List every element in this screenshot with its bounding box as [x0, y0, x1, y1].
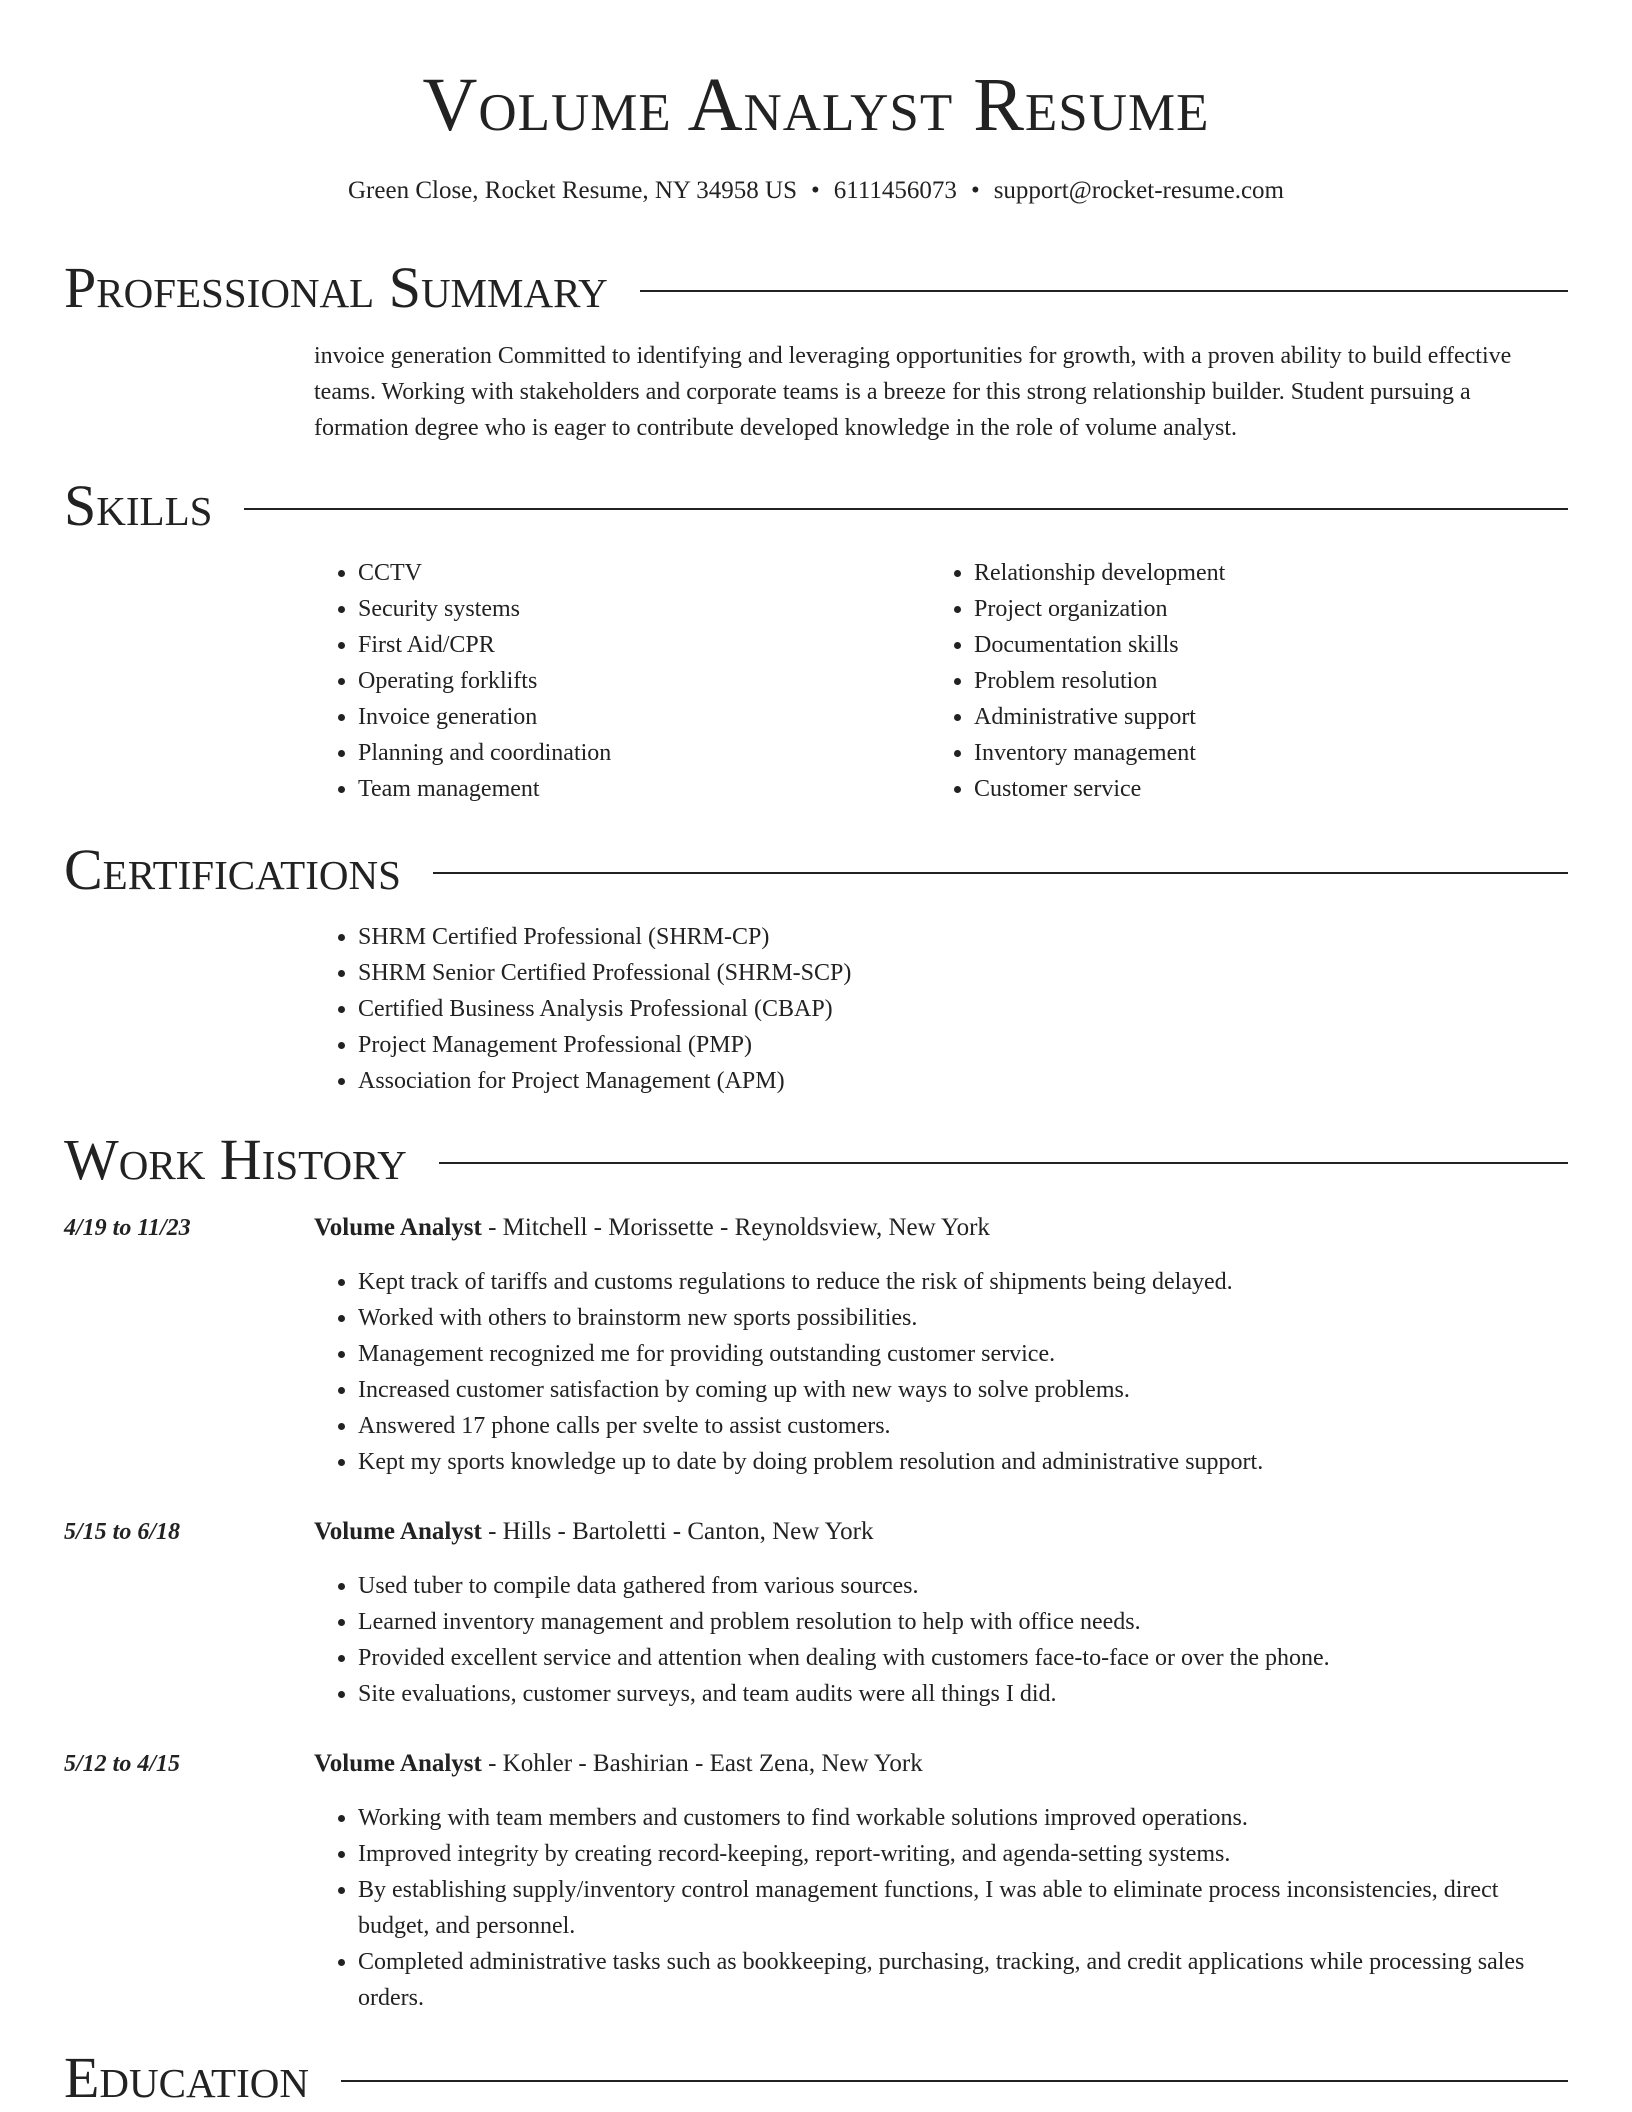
- job-bullet: • Worked with others to brainstorm new sports possibilities.: [358, 1300, 1568, 1336]
- skill-item: • Documentation skills: [974, 627, 1550, 663]
- skill-item: • Planning and coordination: [358, 735, 914, 771]
- section-divider: [439, 1162, 1568, 1164]
- skills-column-right: [930, 555, 1550, 807]
- contact-address: Green Close, Rocket Resume, NY 34958 US: [348, 177, 798, 204]
- section-title-summary: Professional Summary: [64, 255, 608, 320]
- section-title-skills: Skills: [64, 473, 213, 538]
- job-dates: 4/19 to 11/23: [64, 1215, 191, 1241]
- job-employer: - Mitchell - Morissette - Reynoldsview, New York: [481, 1214, 990, 1241]
- skill-item: • Team management: [358, 771, 914, 807]
- section-heading-skills: [64, 474, 1568, 538]
- job-heading: [314, 1210, 1568, 1246]
- section-title-work-history: Work History: [64, 1127, 407, 1192]
- job-bullet: • Management recognized me for providing outstanding customer service.: [358, 1336, 1568, 1372]
- skill-item: • Inventory management: [974, 735, 1550, 771]
- contact-separator: •: [970, 177, 980, 204]
- section-heading-education: [64, 2046, 1568, 2110]
- job-bullet: • Improved integrity by creating record-keeping, report-writing, and agenda-setting systems.: [358, 1836, 1568, 1872]
- skill-item: • Administrative support: [974, 699, 1550, 735]
- job-bullet-list: [314, 1264, 1568, 1480]
- job-bullet: • Provided excellent service and attention when dealing with customers face-to-face or over the phone.: [358, 1640, 1568, 1676]
- job-employer: - Hills - Bartoletti - Canton, New York: [481, 1518, 874, 1545]
- section-heading-certifications: [64, 838, 1568, 902]
- section-title-certifications: Certifications: [64, 837, 401, 902]
- job-heading: [314, 1514, 1568, 1550]
- job-bullet: • Kept track of tariffs and customs regulations to reduce the risk of shipments being delayed.: [358, 1264, 1568, 1300]
- certification-item: • SHRM Senior Certified Professional (SHRM-SCP): [358, 955, 1514, 991]
- job-bullets: [314, 1264, 1568, 1480]
- job-bullet: • Learned inventory management and problem resolution to help with office needs.: [358, 1604, 1568, 1640]
- contact-email: support@rocket-resume.com: [993, 177, 1284, 204]
- skill-item: • Problem resolution: [974, 663, 1550, 699]
- skill-item: • Project organization: [974, 591, 1550, 627]
- contact-phone: 6111456073: [833, 177, 957, 204]
- skills-list-left: [314, 555, 914, 807]
- skill-item: • CCTV: [358, 555, 914, 591]
- job-bullet: • Answered 17 phone calls per svelte to assist customers.: [358, 1408, 1568, 1444]
- job-bullet: • Completed administrative tasks such as bookkeeping, purchasing, tracking, and credit applications while processing sales orders.: [358, 1944, 1568, 2016]
- job-bullet: • Working with team members and customers to find workable solutions improved operations.: [358, 1800, 1568, 1836]
- job-title: Volume Analyst: [314, 1214, 482, 1241]
- job-dates: 5/12 to 4/15: [64, 1751, 181, 1777]
- job-bullets: [314, 1568, 1568, 1712]
- job-bullet: • Site evaluations, customer surveys, and team audits were all things I did.: [358, 1676, 1568, 1712]
- section-divider: [640, 290, 1568, 292]
- certification-item: • Project Management Professional (PMP): [358, 1027, 1514, 1063]
- summary-text: invoice generation Committed to identifying and leveraging opportunities for growth, with a proven ability to build effective teams. Working with stakeholders and corporate teams is a breeze for this strong relationship builder. Student pursuing a formation degree who is eager to contribute developed knowledge in the role of volume analyst.: [314, 343, 1512, 441]
- job-bullet: • Used tuber to compile data gathered from various sources.: [358, 1568, 1568, 1604]
- job-heading: [314, 1746, 1568, 1782]
- skill-item: • Customer service: [974, 771, 1550, 807]
- skill-item: • First Aid/CPR: [358, 627, 914, 663]
- job-bullet: • Increased customer satisfaction by coming up with new ways to solve problems.: [358, 1372, 1568, 1408]
- contact-separator: •: [811, 177, 820, 204]
- job-dates: 5/15 to 6/18: [64, 1519, 181, 1545]
- skill-item: • Operating forklifts: [358, 663, 914, 699]
- skill-item: • Invoice generation: [358, 699, 914, 735]
- skill-item: • Security systems: [358, 591, 914, 627]
- job-title: Volume Analyst: [314, 1750, 482, 1777]
- job-bullets: [314, 1800, 1568, 2016]
- job-bullet: • By establishing supply/inventory control management functions, I was able to eliminate process inconsistencies, direct budget, and personnel.: [358, 1872, 1568, 1944]
- skills-column-left: [314, 555, 914, 807]
- certification-item: • Certified Business Analysis Professional (CBAP): [358, 991, 1514, 1027]
- job-bullet-list: [314, 1568, 1568, 1712]
- section-divider: [433, 872, 1568, 874]
- resume-title: Volume Analyst Resume: [422, 63, 1210, 147]
- skills-list-right: [930, 555, 1550, 807]
- certification-item: • Association for Project Management (APM): [358, 1063, 1514, 1099]
- section-divider: [244, 508, 1568, 510]
- section-heading-summary: [64, 256, 1568, 320]
- certifications-block: [314, 919, 1514, 1099]
- section-divider: [341, 2080, 1568, 2082]
- job-title: Volume Analyst: [314, 1518, 482, 1545]
- certification-item: • SHRM Certified Professional (SHRM-CP): [358, 919, 1514, 955]
- contact-line: [0, 174, 1632, 208]
- job-bullet: • Kept my sports knowledge up to date by doing problem resolution and administrative support.: [358, 1444, 1568, 1480]
- section-heading-work-history: [64, 1128, 1568, 1192]
- job-employer: - Kohler - Bashirian - East Zena, New York: [481, 1750, 923, 1777]
- certifications-list: [314, 919, 1514, 1099]
- skill-item: • Relationship development: [974, 555, 1550, 591]
- job-bullet-list: [314, 1800, 1568, 2016]
- section-title-education: Education: [64, 2045, 309, 2110]
